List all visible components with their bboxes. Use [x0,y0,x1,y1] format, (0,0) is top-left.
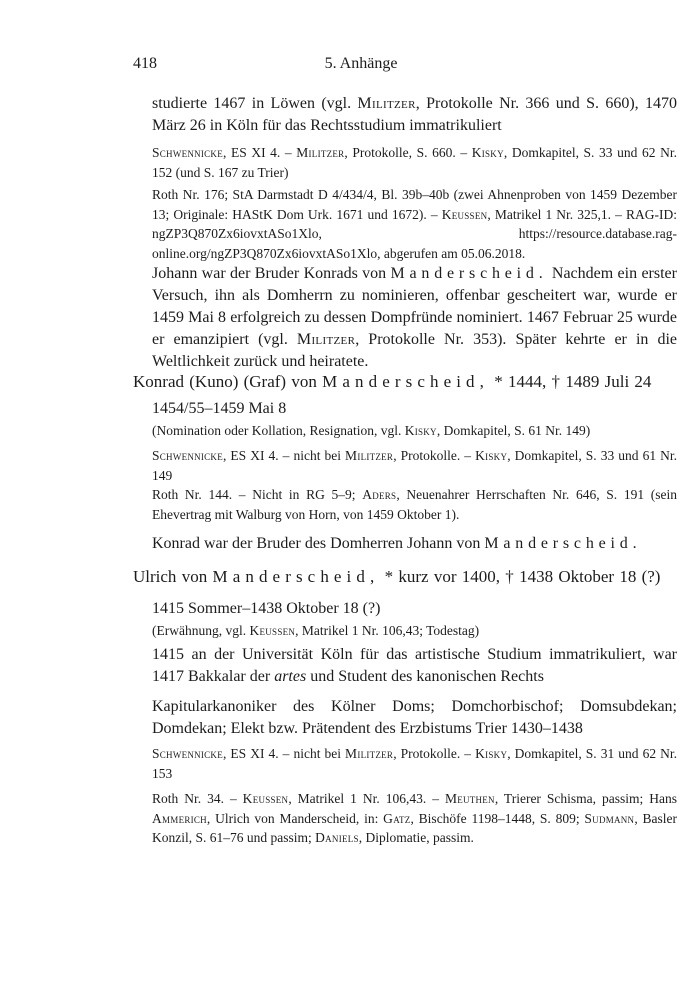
text-segment: * 1444, † 1489 Juli 24 [489,372,652,391]
page-number: 418 [133,55,157,72]
text-segment: , Domkapitel, S. 61 Nr. 149) [436,423,591,438]
text-segment: Nachdem ein erster Versuch, ihn als Domherrn zu nominieren, offenbar gescheitert war, wurde er 1459 Mai 8 erfolgreich zu dessen Dompfründe nominiert. 1467 Februar 25 wurde er emanzipiert (vgl. [152,265,677,348]
text-segment-sc: Schwennicke [152,145,223,160]
text-segment: Johann war der Bruder Konrads von [152,265,391,282]
text-segment: Roth Nr. 144. – Nicht in RG 5–9; [152,487,363,502]
johann-note-paragraph [152,263,677,373]
johann-study-paragraph [152,93,677,137]
konrad-reference-paragraph-2 [152,485,677,524]
text-segment: , Domkapitel, S. 33 und 62 Nr. 152 (und S. 167 zu Trier) [152,145,677,180]
text-segment-sc: Schwennicke [152,448,223,463]
text-segment: , Matrikel 1 Nr. 106,43; Todestag) [295,623,480,638]
text-segment-sc: Militzer [296,145,345,160]
ulrich-offices-paragraph [152,696,677,740]
text-segment-sc: Keussen [249,623,296,638]
text-segment: , Bischöfe 1198–1448, S. 809; [410,810,585,826]
text-segment: , ES XI 4. – nicht bei [222,448,346,463]
text-segment: , Protokolle Nr. 366 und S. 660), 1470 März 26 in Köln für das Rechtsstudium immatrikuliert [152,95,677,134]
text-segment-sc: Militzer [357,95,416,112]
text-segment-sc: Militzer [296,331,356,348]
ulrich-study-paragraph [152,644,677,688]
text-segment-sc: Militzer [345,746,394,761]
text-segment-sc: Schwennicke [152,746,223,761]
text-segment-sp: Manderscheid. [390,265,548,282]
text-segment: , Matrikel 1 Nr. 325,1. – RAG-ID: ngZP3Q870Zx6iovxtASo1Xlo, https://resource.database.rag-online.org/ngZP3Q870Zx6iovxtASo1Xlo, abgerufen am 05.06.2018. [152,206,678,261]
text-segment: , Matrikel 1 Nr. 106,43. – [288,791,445,806]
text-segment: , Ulrich von Manderscheid, in: [206,810,384,826]
text-segment: und Student des kanonischen Rechts [306,668,544,685]
text-segment-i: artes [274,668,307,685]
text-segment: , Trierer Schisma, passim; Hans [494,791,677,806]
text-segment: , Protokolle. – [393,448,476,463]
text-segment: , Neuenahrer Herrschaften Nr. 646, S. 191 (sein Ehevertrag mit Walburg von Horn, von 1459 Oktober 1). [152,487,677,522]
text-segment-sp: Manderscheid. [484,535,642,552]
text-segment-sp: Manderscheid, [322,372,489,391]
text-segment: Ulrich von [133,567,213,586]
ulrich-reference-paragraph-1 [152,744,677,783]
text-segment-sc: Kisky [471,145,504,160]
konrad-note-paragraph [152,533,677,555]
text-segment-sc: Kisky [475,746,508,761]
text-segment-sc: Keussen [441,206,488,222]
text-segment: , ES XI 4. – [222,145,297,160]
text-segment: , Diplomatie, passim. [358,830,474,845]
text-segment: 1415 Sommer–1438 Oktober 18 (?) [152,600,381,617]
text-segment: Roth Nr. 176; StA Darmstadt D 4/434/4, Bl. 39b–40b (zwei Ahnenproben von 1459 Dezember 13; Originale: HAStK Dom Urk. 1671 und 1672). – [152,187,677,222]
konrad-tenure-note [152,421,677,441]
text-segment: (Erwähnung, vgl. [152,623,250,638]
text-segment-sc: Militzer [345,448,394,463]
ulrich-entry-heading [133,566,660,587]
johann-reference-paragraph-1 [152,143,677,182]
text-segment: Konrad war der Bruder des Domherren Johann von [152,535,485,552]
text-segment-sc: Ammerich [152,810,207,826]
text-segment: * kurz vor 1400, † 1438 Oktober 18 (?) [379,567,661,586]
text-segment-sc: Sudmann [584,810,635,826]
text-segment: , Domkapitel, S. 33 und 61 Nr. 149 [152,448,677,483]
text-segment: 1415 an der Universität Köln für das artistische Studium immatrikuliert, war 1417 Bakkalar der [152,646,677,685]
text-segment: , Protokolle, S. 660. – [344,145,472,160]
text-segment-sc: Daniels [315,830,359,845]
text-segment: , Protokolle Nr. 353). Später kehrte er in die Weltlichkeit zurück und heiratete. [152,331,677,370]
text-segment: , Basler Konzil, S. 61–76 und passim; [152,810,677,845]
text-segment: Kapitularkanoniker des Kölner Doms; Domchorbischof; Domsubdekan; Domdekan; Elekt bzw. Prätendent des Erzbistums Trier 1430–1438 [152,698,677,737]
text-segment-sc: Keussen [242,791,289,806]
johann-reference-paragraph-2 [152,185,677,263]
text-segment: 1454/55–1459 Mai 8 [152,400,287,417]
running-title: 5. Anhänge [324,55,398,72]
text-segment: , ES XI 4. – nicht bei [222,746,346,761]
ulrich-reference-paragraph-2 [152,789,677,848]
konrad-reference-paragraph-1 [152,446,677,485]
ulrich-tenure-note [152,621,677,641]
text-segment: Konrad (Kuno) (Graf) von [133,372,323,391]
text-segment: (Nomination oder Kollation, Resignation, vgl. [152,423,405,438]
text-segment-sc: Kisky [475,448,508,463]
text-segment: Roth Nr. 34. – [152,791,243,806]
text-segment-sc: Aders [362,487,397,502]
konrad-entry-heading [133,371,651,392]
text-segment: studierte 1467 in Löwen (vgl. [152,95,358,112]
text-segment: , Protokolle. – [393,746,476,761]
text-segment-sc: Kisky [404,423,437,438]
konrad-tenure-line [152,398,677,420]
text-segment-sp: Manderscheid, [212,567,380,586]
text-segment-sc: Gatz [383,810,411,826]
text-segment: , Domkapitel, S. 31 und 62 Nr. 153 [152,746,677,781]
text-segment-sc: Meuthen [444,791,495,806]
ulrich-tenure-line [152,598,677,620]
